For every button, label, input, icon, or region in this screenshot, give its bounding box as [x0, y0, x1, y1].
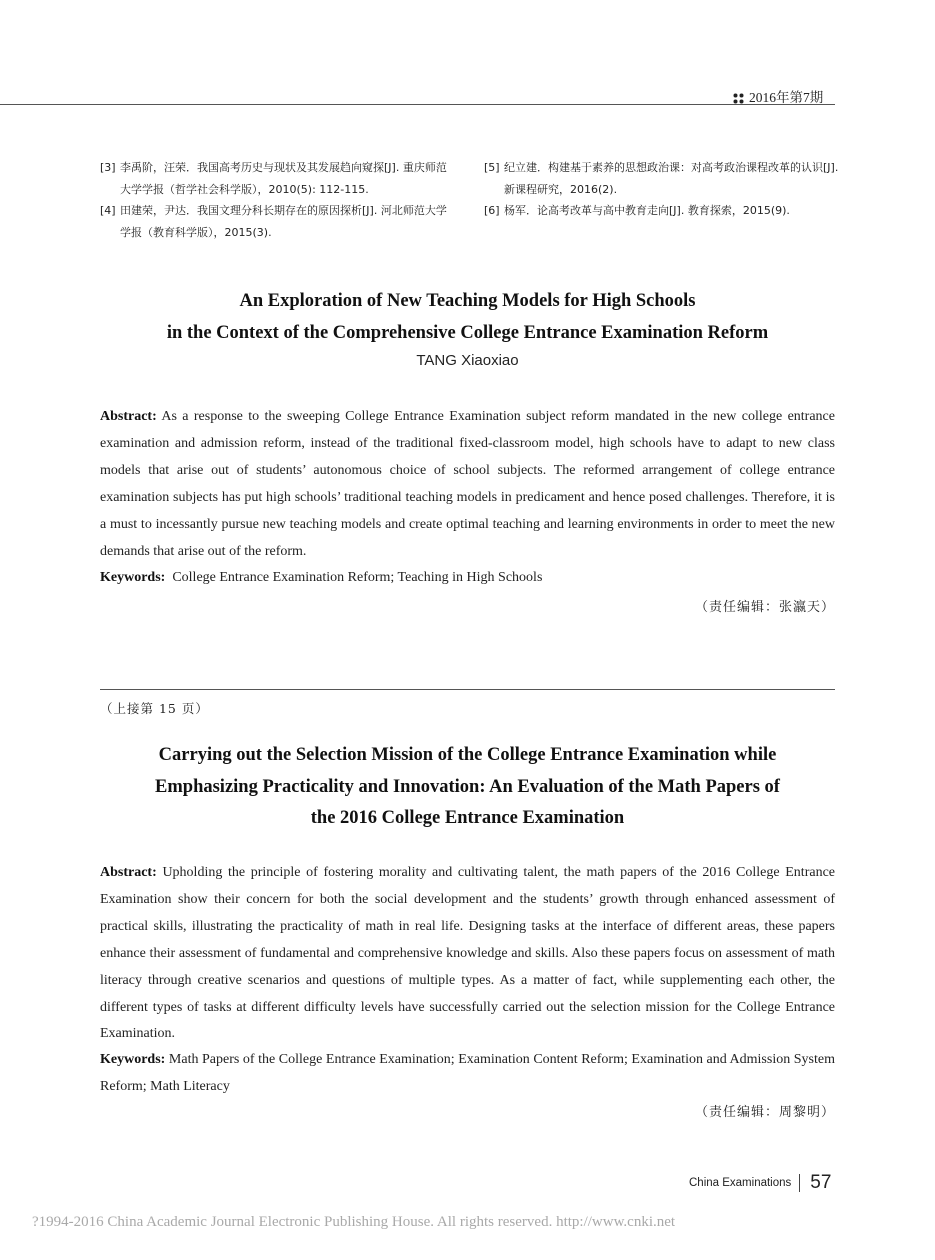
references-left: [100, 157, 455, 243]
issue-text: 2016年第7期: [749, 90, 824, 105]
reference-item: [484, 200, 839, 222]
article1-title-line: An Exploration of New Teaching Models for High Schools: [239, 291, 696, 311]
reference-number: [3]: [100, 161, 116, 174]
reference-number: [5]: [484, 161, 500, 174]
article1-title-line: in the Context of the Comprehensive College Entrance Examination Reform: [166, 322, 769, 343]
reference-number: [4]: [100, 204, 116, 217]
abstract-text: As a response to the sweeping College Entrance Examination subject reform mandated in the new college entrance examination and admission reform, instead of the traditional fixed-classroom model, high schools have to adapt to new class models that arise out of students’ autonomous choice of school subjects. The reformed arrangement of college entrance examination subjects has put high schools’ traditional teaching models in predicament and hence posed challenges. Therefore, it is a must to incessantly pursue new teaching models and create optimal teaching and learning environments in order to meet the new demands that arise out of the reform.: [100, 409, 835, 559]
article1-author: TANG Xiaoxiao: [416, 352, 519, 369]
article2-keywords: [100, 1047, 835, 1101]
article1-editor: （责任编辑：张瀛天）: [694, 600, 835, 615]
abstract-text: Upholding the principle of fostering morality and cultivating talent, the math papers of the 2016 College Entrance Examination show their concern for both the social development and the students’ growth through enhanced assessment of practical skills, illustrating the practicality of math in real life. Designing tasks at the interface of different areas, these papers enhance their assessment of fundamental and comprehensive knowledge and skills. Also these papers focus on assessment of math literacy through creative scenarios and questions of multiple types. As a matter of fact, while supplementing each other, the different types of tasks at different difficulty levels have successfully carried out the selection mission for the College Entrance Examination.: [100, 865, 836, 1042]
section-divider: [100, 689, 835, 690]
journal-name: China Examinations: [689, 1177, 792, 1189]
reference-item: [100, 157, 455, 200]
keywords-label: Keywords:: [100, 570, 166, 585]
article2-abstract: [100, 860, 835, 1048]
issue-label: [733, 86, 823, 106]
dots-icon: [733, 93, 744, 104]
page-footer: [689, 1172, 831, 1194]
page-number: 57: [810, 1172, 832, 1193]
abstract-label: Abstract:: [100, 865, 157, 880]
reference-number: [6]: [484, 204, 500, 217]
reference-text: 田建荣，尹达．我国文理分科长期存在的原因探析[J]. 河北师范大学学报（教育科学版），2015(3).: [120, 204, 447, 239]
article1-abstract: [100, 404, 835, 565]
keywords-text: College Entrance Examination Reform; Teaching in High Schools: [172, 570, 543, 585]
article2-title-line: Emphasizing Practicality and Innovation: An Evaluation of the Math Papers of: [155, 776, 780, 797]
reference-text: 李禹阶，汪荣．我国高考历史与现状及其发展趋向窥探[J]. 重庆师范大学学报（哲学社会科学版），2010(5): 112-115.: [120, 161, 447, 196]
article1-title: [100, 286, 835, 349]
abstract-label: Abstract:: [100, 409, 157, 424]
article1-keywords: [100, 565, 835, 592]
article2-editor: （责任编辑：周黎明）: [694, 1105, 835, 1120]
reference-item: [484, 157, 839, 200]
article2-title-line: Carrying out the Selection Mission of the College Entrance Examination while: [158, 745, 777, 765]
reference-text: 杨军．论高考改革与高中教育走向[J]. 教育探索，2015(9).: [504, 204, 790, 217]
keywords-text: Math Papers of the College Entrance Examination; Examination Content Reform; Examination and Admission System Reform; Math Literacy: [100, 1052, 835, 1094]
references-right: [484, 157, 839, 222]
keywords-label: Keywords:: [100, 1052, 166, 1067]
reference-text: 纪立建．构建基于素养的思想政治课：对高考政治课程改革的认识[J]. 新课程研究，2016(2).: [504, 161, 839, 196]
copyright-watermark: ?1994-2016 China Academic Journal Electronic Publishing House. All rights reserved. http://www.cnki.net: [32, 1214, 676, 1230]
header-rule: [0, 104, 835, 105]
article2-title-line: the 2016 College Entrance Examination: [310, 808, 625, 828]
footer-separator: [799, 1174, 800, 1192]
article2-title: [100, 740, 835, 835]
reference-item: [100, 200, 455, 243]
continued-from-note: （上接第 15 页）: [100, 701, 209, 716]
